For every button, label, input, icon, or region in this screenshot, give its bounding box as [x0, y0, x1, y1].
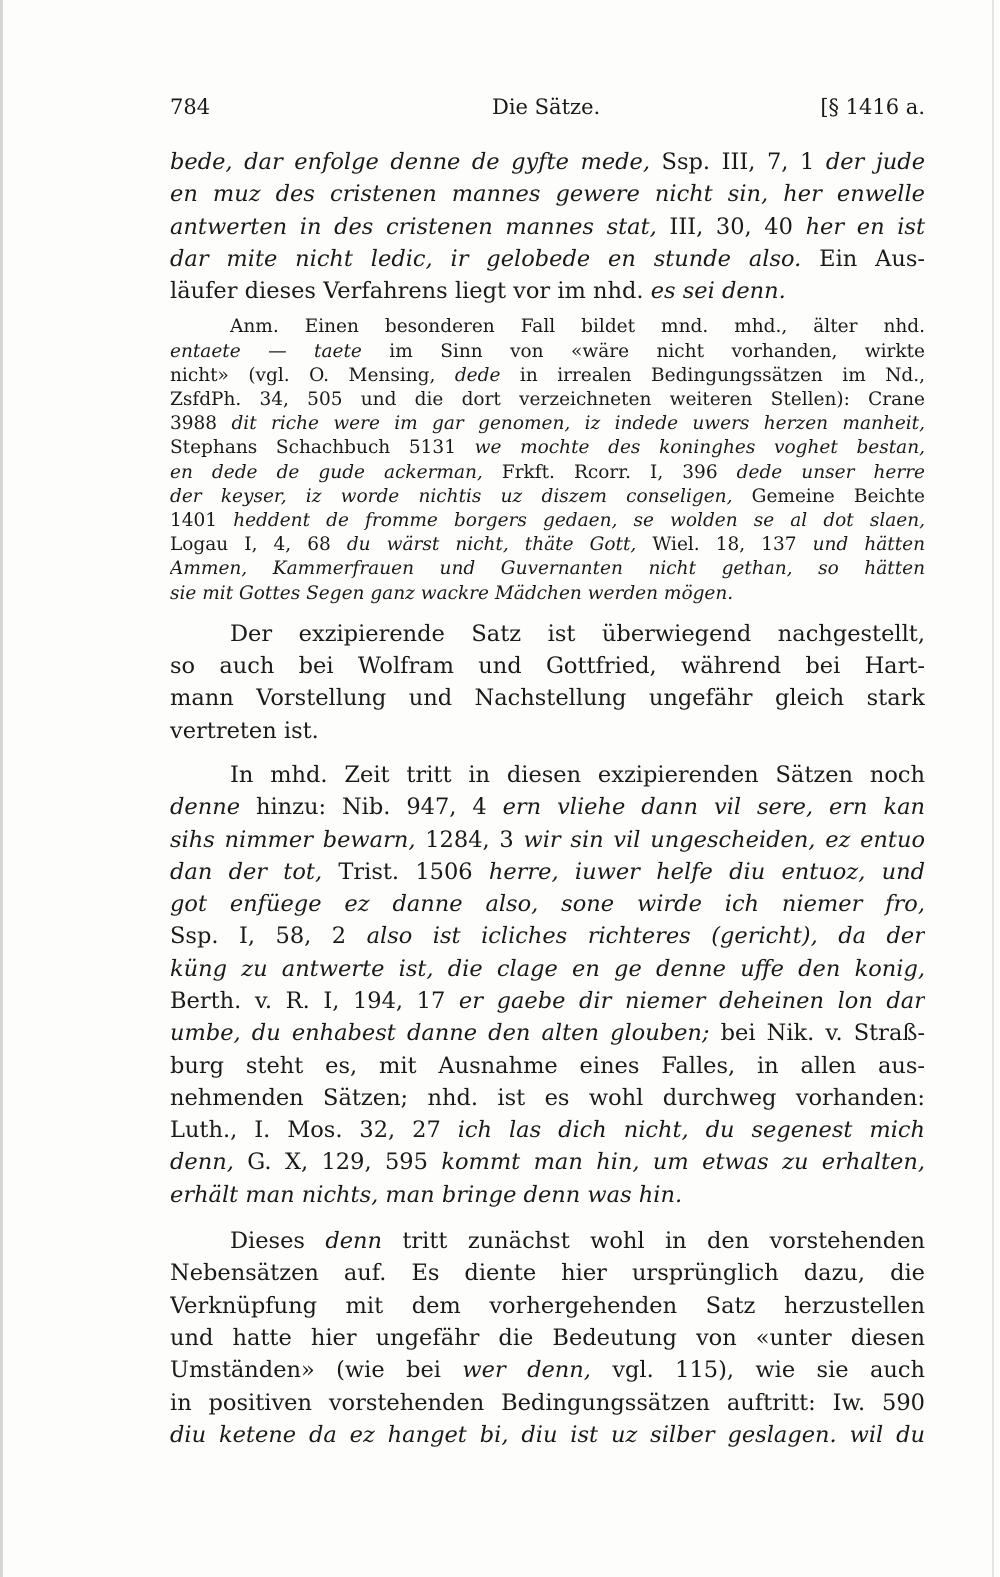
text-segment: tritt zunächst wohl in den vorstehenden [382, 1228, 925, 1255]
text-line [170, 146, 925, 178]
text-line [170, 557, 925, 581]
italic-segment: der jude [825, 149, 925, 175]
italic-segment: er gaebe dir niemer deheinen lon dar [458, 988, 925, 1014]
text-segment: Gemeine Beichte [732, 485, 925, 507]
text-line [170, 650, 925, 682]
italic-segment: got enfüege ez danne also, sone wirde ich niemer fro, [170, 891, 925, 918]
text-segment: Wiel. 18, 137 [636, 534, 813, 556]
italic-segment: ern vliehe dann vil sere, ern kan [502, 794, 925, 821]
text-segment: hinzu: Nib. 947, 4 [240, 794, 503, 821]
text-segment: burg steht es, mit Ausnahme eines Falles, in allen aus- [170, 1052, 925, 1079]
text-line [170, 243, 925, 275]
text-line [170, 1387, 925, 1419]
body-text [170, 146, 925, 1451]
text-segment: Umständen» (wie bei [170, 1357, 463, 1384]
italic-segment: bede, dar enfolge denne de gyfte mede, [170, 149, 651, 175]
text-segment: und hatte hier ungefähr die Bedeutung von «unter diesen [170, 1324, 925, 1351]
text-line [170, 1179, 925, 1211]
text-segment: Ssp. III, 7, 1 [650, 149, 826, 175]
italic-segment: Ammen, Kammerfrauen und Guvernanten nicht gethan, so hätten [170, 558, 925, 580]
italic-segment: antwerten in des cristenen mannes stat, [170, 213, 657, 240]
text-line [170, 412, 925, 436]
text-line [170, 1290, 925, 1322]
italic-segment: en dede de gude ackerman, [170, 461, 483, 483]
text-segment: Verknüpfung mit dem vorhergehenden Satz herzustellen [170, 1292, 925, 1319]
text-segment: so auch bei Wolfram und Gottfried, während bei Hart- [170, 653, 925, 680]
page-number: 784 [170, 95, 211, 119]
text-segment: 1401 [170, 509, 234, 531]
italic-segment: du wärst nicht, thäte Gott, [346, 534, 637, 556]
italic-segment: küng zu antwerte ist, die clage en ge denne uffe den konig, [170, 955, 925, 982]
text-line [170, 461, 925, 485]
page-edge-shadow [0, 0, 3, 1577]
italic-segment: also ist icliches richteres (gericht), da der [366, 923, 925, 950]
text-segment: nicht» (vgl. O. Mensing, [170, 364, 455, 386]
text-segment: In mhd. Zeit tritt in diesen exzipierenden Sätzen noch [230, 761, 925, 788]
text-segment: III, 30, 40 [656, 213, 806, 240]
text-line [170, 1146, 925, 1178]
text-line [170, 985, 925, 1017]
text-segment: in positiven vorstehenden Bedingungssätzen auftritt: Iw. 590 [170, 1389, 925, 1416]
text-segment: im Sinn von «wäre nicht vorhanden, wirkte [361, 340, 925, 362]
italic-segment: herre, iuwer helfe diu entuoz, und [488, 858, 925, 885]
text-segment: Stephans Schachbuch 5131 [170, 437, 475, 459]
text-segment: ZsfdPh. 34, 505 und die dort verzeichneten weiteren Stellen): Crane [170, 389, 925, 411]
text-line [170, 715, 925, 747]
text-segment: Ssp. I, 58, 2 [170, 923, 367, 950]
text-line [170, 533, 925, 557]
text-segment: Dieses [230, 1228, 326, 1255]
text-line [170, 1050, 925, 1082]
italic-segment: dan der tot, [170, 858, 323, 885]
section-number: [§ 1416 a. [820, 95, 925, 119]
italic-segment: dede unser herre [736, 461, 925, 483]
italic-segment: heddent de fromme borgers gedaen, se wolden se al dot slaen, [233, 509, 925, 531]
text-line [170, 1114, 925, 1146]
text-line [170, 824, 925, 856]
text-segment: vgl. 115), wie sie auch [590, 1357, 925, 1384]
italic-segment: entaete — taete [170, 340, 362, 362]
text-line [170, 275, 925, 307]
annotation-note [170, 315, 925, 605]
page-edge-shadow-right [992, 0, 994, 1577]
italic-segment: sie mit Gottes Segen ganz wackre Mädchen werden mögen. [170, 582, 734, 604]
italic-segment: es sei denn. [650, 278, 786, 305]
text-line [170, 618, 925, 650]
italic-segment: kommt man hin, um etwas zu erhalten, [441, 1149, 925, 1176]
text-segment: Luth., I. Mos. 32, 27 [170, 1117, 458, 1144]
italic-segment: denne [170, 794, 241, 821]
italic-segment: wir sin vil ungescheiden, ez entuo [523, 826, 925, 853]
italic-segment: dit riche were im gar genomen, iz indede uwers herzen manheit, [231, 413, 925, 435]
text-line [170, 340, 925, 364]
italic-segment: erhält man nichts, man bringe denn was hin. [170, 1181, 683, 1208]
italic-segment: her en ist [805, 213, 925, 240]
text-segment: Nebensätzen auf. Es diente hier ursprünglich dazu, die [170, 1260, 925, 1287]
italic-segment: ich las dich nicht, du segenest mich [457, 1117, 925, 1144]
text-line [170, 509, 925, 533]
text-line [170, 582, 925, 606]
paragraph-1 [170, 146, 925, 307]
text-line [170, 315, 925, 339]
text-segment: Der exzipierende Satz ist überwiegend nachgestellt, [230, 620, 925, 647]
text-line [170, 791, 925, 823]
text-line [170, 1322, 925, 1354]
text-line [170, 1354, 925, 1386]
text-segment: vertreten ist. [170, 717, 319, 744]
text-segment: Frkft. Rcorr. I, 396 [482, 461, 737, 483]
text-line [170, 178, 925, 210]
text-line [170, 364, 925, 388]
italic-segment: dede [454, 364, 501, 386]
text-line [170, 388, 925, 412]
text-segment: läufer dieses Verfahrens liegt vor im nhd. [170, 278, 651, 305]
text-line [170, 1419, 925, 1451]
italic-segment: umbe, du enhabest danne den alten glouben; [170, 1020, 710, 1047]
paragraph-3 [170, 759, 925, 1211]
text-line [170, 1257, 925, 1289]
italic-segment: denn [325, 1228, 383, 1255]
italic-segment: we mochte des koninghes voghet bestan, [474, 437, 925, 459]
text-segment: G. X, 129, 595 [233, 1149, 442, 1176]
text-line [170, 1017, 925, 1049]
text-line [170, 1225, 925, 1257]
paragraph-4 [170, 1225, 925, 1451]
italic-segment: der keyser, iz worde nichtis uz diszem conseligen, [170, 485, 733, 507]
text-line [170, 953, 925, 985]
text-line [170, 436, 925, 460]
text-line [170, 920, 925, 952]
paragraph-2 [170, 618, 925, 747]
text-segment: Logau I, 4, 68 [170, 534, 347, 556]
running-header [170, 90, 925, 124]
text-segment: Anm. Einen besonderen Fall bildet mnd. mhd., älter nhd. [230, 316, 925, 338]
italic-segment: dar mite nicht ledic, ir gelobede en stunde also. [170, 245, 802, 272]
text-segment: Ein Aus- [801, 245, 925, 272]
text-segment: mann Vorstellung und Nachstellung ungefähr gleich stark [170, 685, 925, 712]
running-title: Die Sätze. [492, 95, 601, 119]
italic-segment: diu ketene da ez hanget bi, diu ist uz silber geslagen. wil du [170, 1421, 925, 1448]
text-segment: Trist. 1506 [322, 858, 489, 885]
italic-segment: sihs nimmer bewarn, [170, 826, 416, 853]
text-line [170, 888, 925, 920]
text-line [170, 682, 925, 714]
text-line [170, 856, 925, 888]
text-segment: 3988 [170, 413, 232, 435]
text-line [170, 759, 925, 791]
italic-segment: und hätten [812, 534, 925, 556]
text-segment: 1284, 3 [415, 826, 524, 853]
text-line [170, 211, 925, 243]
italic-segment: wer denn, [462, 1357, 591, 1384]
italic-segment: denn, [170, 1149, 234, 1176]
text-line [170, 1082, 925, 1114]
text-segment: nehmenden Sätzen; nhd. ist es wohl durchweg vorhanden: [170, 1084, 925, 1111]
text-segment: in irrealen Bedingungssätzen im Nd., [500, 364, 925, 386]
text-line [170, 485, 925, 509]
text-segment: Berth. v. R. I, 194, 17 [170, 988, 459, 1014]
italic-segment: en muz des cristenen mannes gewere nicht sin, her enwelle [170, 181, 925, 208]
text-segment: bei Nik. v. Straß- [709, 1020, 925, 1047]
